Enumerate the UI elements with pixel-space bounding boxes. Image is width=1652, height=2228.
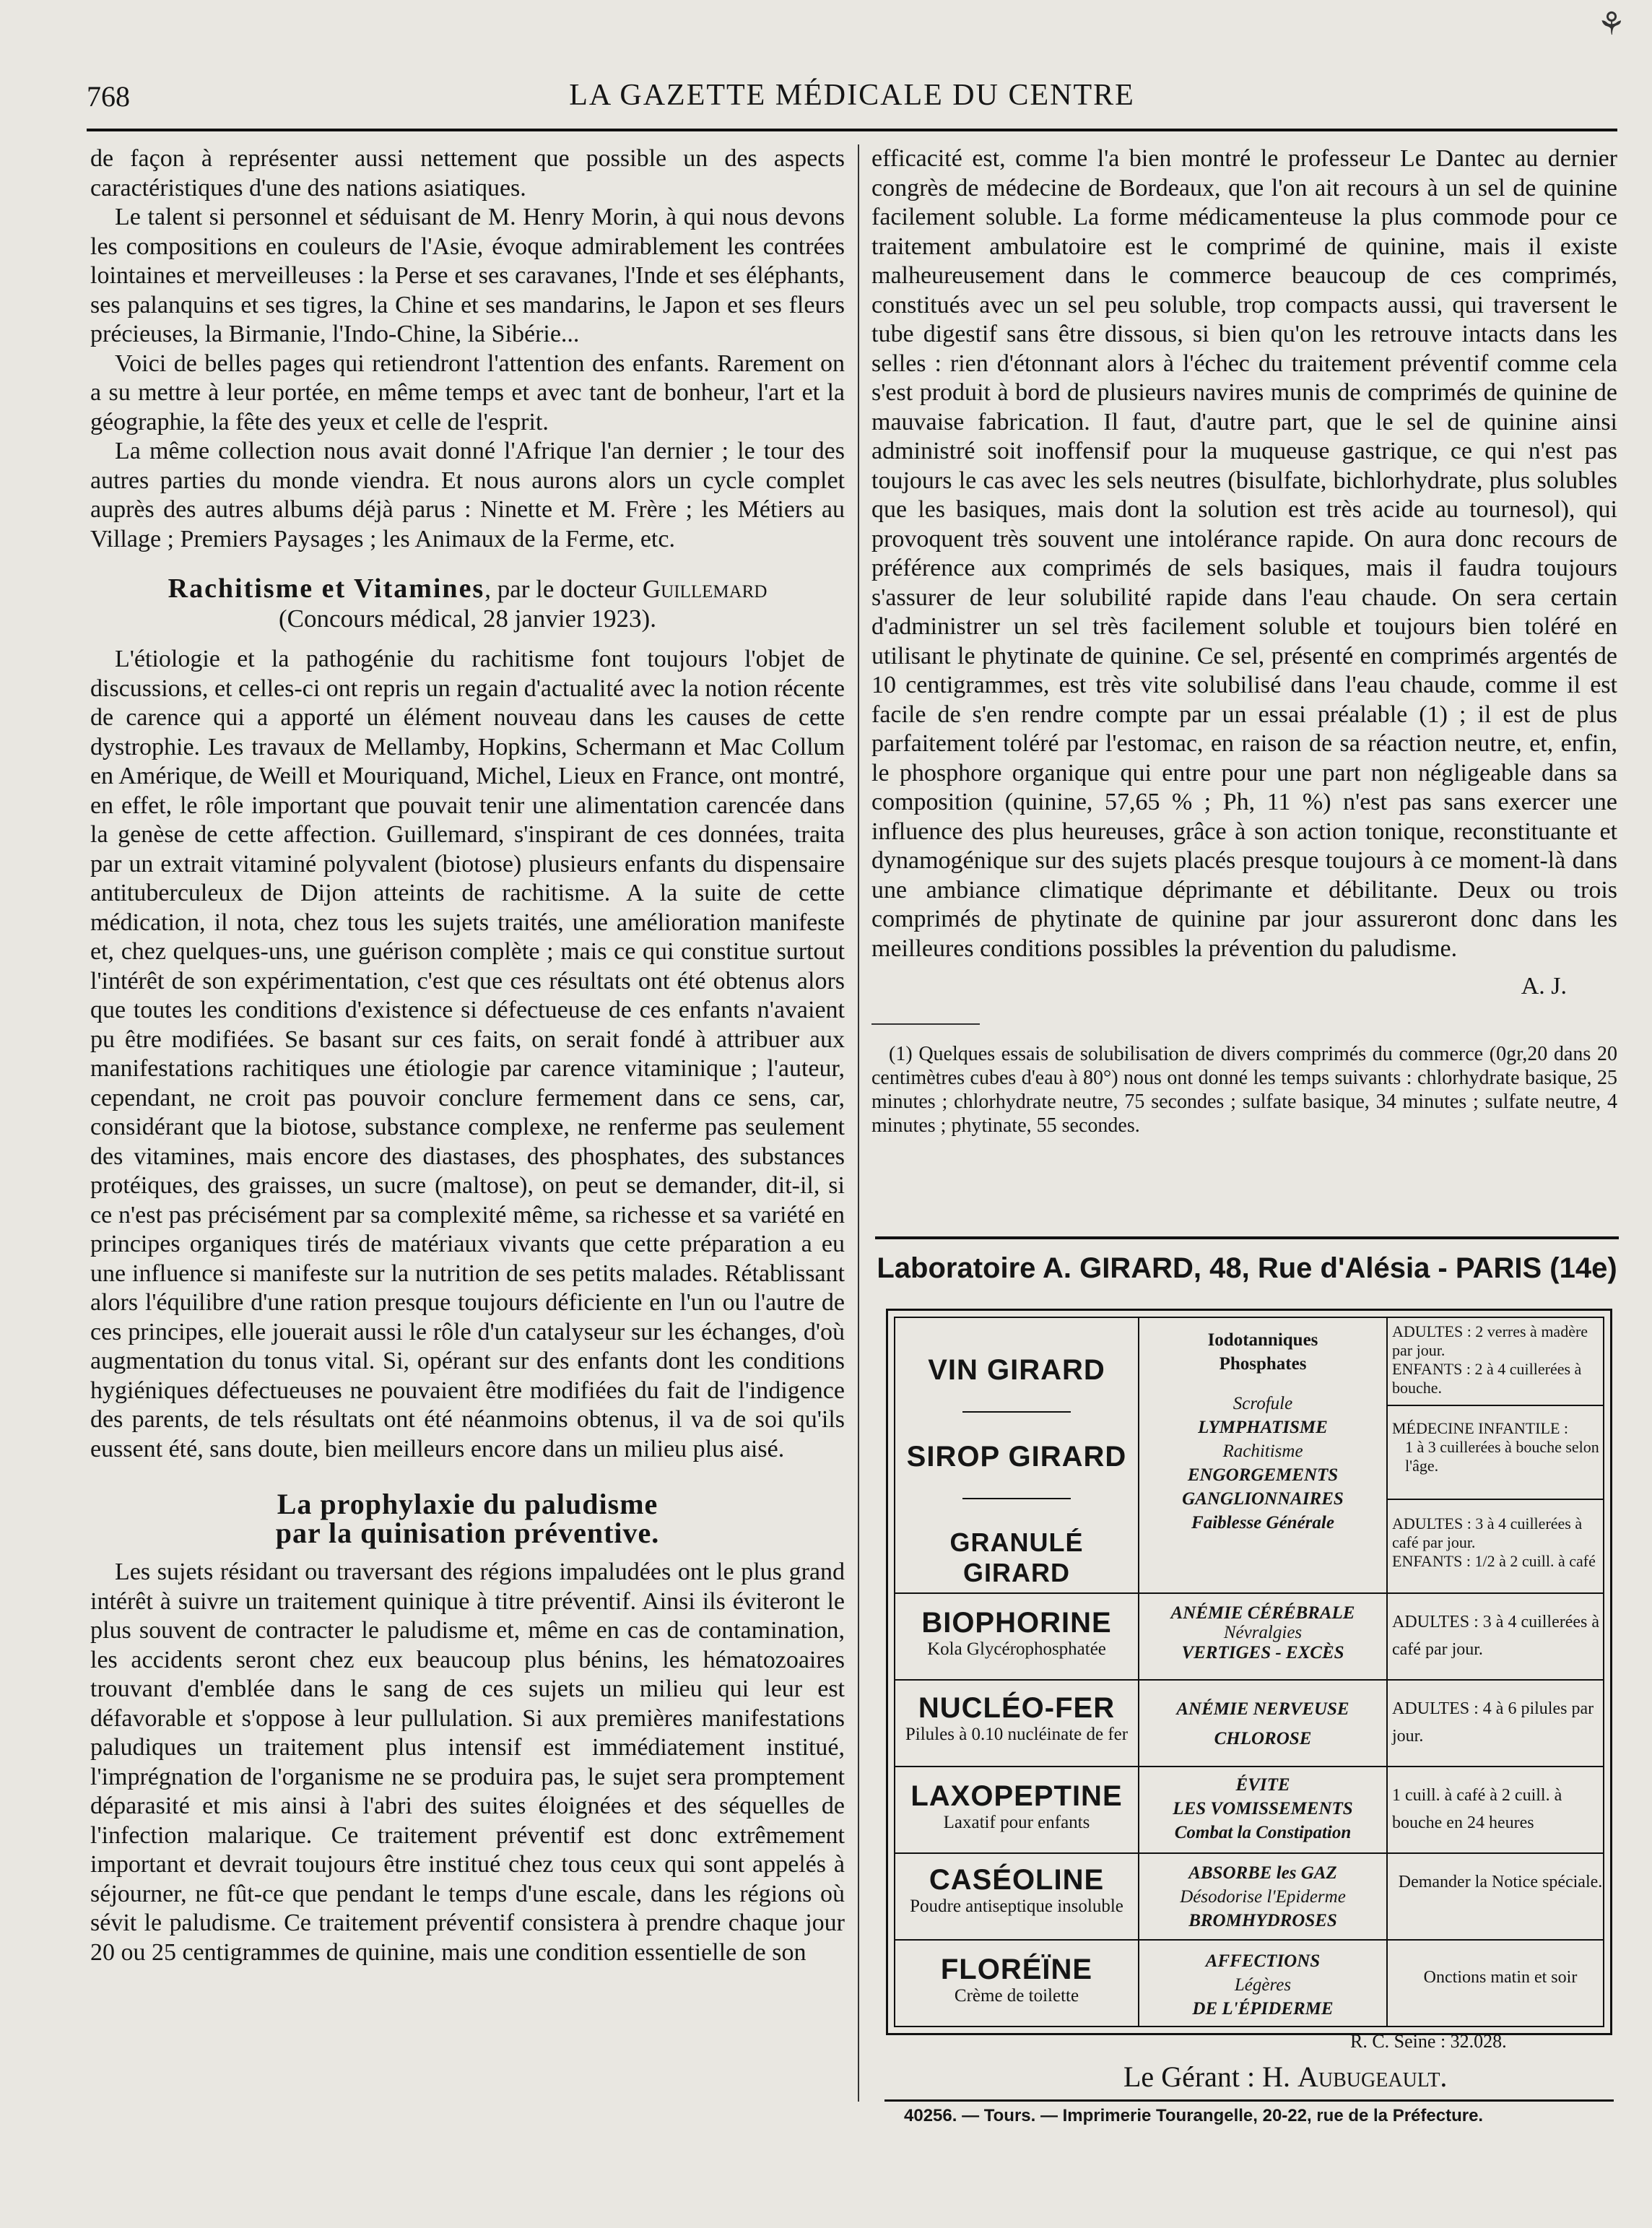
ind-line: Rachitisme [1222, 1442, 1303, 1461]
ad-top-rule [875, 1236, 1619, 1239]
ad-row-divider [895, 1939, 1603, 1941]
indications-girard [1144, 1328, 1382, 1535]
article-source: (Concours médical, 28 janvier 1923). [279, 604, 656, 633]
article-heading-paludisme [90, 1490, 845, 1548]
ind-line: Désodorise l'Epiderme [1180, 1887, 1346, 1907]
indications-laxopeptine [1144, 1773, 1382, 1845]
dose-line: 1 à 3 cuillerées à bouche selon l'âge. [1405, 1438, 1599, 1475]
product-caseoline [895, 1864, 1138, 1916]
article-body: L'étiologie et la pathogénie du rachitisme font toujours l'objet de discussions, et celles-ci ont repris un regain d'actualité avec la notion récente de carence qui a apporté un élément nouveau dans les causes de cette dystrophie. Les travaux de Mellamby, Hopkins, Schermann et Mac Collum en Amérique, de Weill et Mouriquand, Michel, Lieux en France, ont montré, en effet, le rôle important que pouvait tenir une alimentation carencée dans la genèse de cette affection. Guillemard, s'inspirant de ces données, traita par un extrait vitaminé polyvalent (biotose) plusieurs enfants du dispensaire antituberculeux de Dijon atteints de rachitisme. A la suite de cette médication, il nota, chez tous les sujets traités, une amélioration manifeste et, chez quelques-uns, une guérison complète ; mais ce qui constitue surtout l'intérêt de son expérimentation, c'est que ces résultats ont été obtenus alors que toutes les conditions d'existence si défectueuse de ces enfants n'avaient pu être modifiées. Se basant sur ces faits, on serait fondé à attribuer aux manifestations rachitiques une étiologie par carence vitaminique ; l'auteur, cependant, ne croit pas pouvoir conclure fermement dans ce sens, car, considérant que la biotose, substance complexe, ne renferme pas seulement des vitamines, mais encore des diastases, des phosphates, des substances protéiques, des graisses, un sucre (maltose), on peut se demander, dit-il, si ce n'est pas précisément par sa complexité même, sa richesse et sa variété en principes organiques tirés de matériaux vivants que cette préparation a eu une influence si manifeste sur la nutrition de ses petits malades. Rétablissant alors l'équilibre d'une ration presque toujours déficiente en l'un ou l'autre de ces principes, elle jouerait aussi le rôle d'un catalyseur sur les échanges, d'où augmentation du tonus vital. Si, opérant sur des enfants dont les conditions hygiéniques défectueuses ne pouvaient être modifiées du fait de l'indigence des parents, de tels résultats ont été néanmoins obtenus, il va de soi qu'ils eussent été, sans doute, bien meilleurs encore dans un milieu plus aisé. [90, 646, 845, 1462]
ind-line: Combat la Constipation [1174, 1823, 1352, 1842]
dose-line: MÉDECINE INFANTILE : [1392, 1419, 1568, 1437]
footnote-separator [871, 1023, 980, 1025]
author-signature: A. J. [1521, 973, 1567, 1000]
dosage-biophorine: ADULTES : 3 à 4 cuillerées à café par jour. [1392, 1613, 1600, 1659]
product-nucleo-fer [895, 1692, 1138, 1744]
header-rule [87, 129, 1617, 131]
ind-line: GANGLIONNAIRES [1182, 1489, 1344, 1509]
ind-line: VERTIGES - EXCÈS [1181, 1643, 1344, 1663]
article-title: Rachitisme et Vitamines [168, 573, 485, 604]
product-granule-girard [895, 1527, 1138, 1588]
ind-line: ABSORBE les GAZ [1188, 1863, 1337, 1883]
heading-line-2: par la quinisation préventive. [275, 1517, 660, 1549]
product-name: FLORÉÏNE [940, 1954, 1093, 1985]
indications-floreine [1144, 1949, 1382, 2021]
indications-biophorine [1144, 1601, 1382, 1665]
page-number: 768 [87, 80, 130, 113]
ind-line: ANÉMIE CÉRÉBRALE [1170, 1603, 1355, 1623]
product-name: LAXOPEPTINE [910, 1780, 1123, 1812]
ad-row-divider [895, 1679, 1603, 1681]
ad-row-divider [895, 1766, 1603, 1767]
article-body-continued: efficacité est, comme l'a bien montré le professeur Le Dantec au dernier congrès de médecine de Bordeaux, que l'on ait recours à un sel de quinine facilement soluble. La forme médicamenteuse la plus commode pour ce traitement ambulatoire est le comprimé de quinine, mais il existe malheureusement dans le commerce beaucoup de ces comprimés, constitués avec un sel peu soluble, trop compacts aussi, qui traversent le tube digestif sans être dissous, si bien qu'on les retrouve intacts dans les selles : rien d'étonnant alors à l'échec du traitement préventif comme cela s'est produit à bord de plusieurs navires munis de comprimés de quinine de mauvaise fabrication. Il faut, d'autre part, que le sel de quinine ainsi administré soit inoffensif pour la muqueuse gastrique, ce qui n'est pas toujours le cas avec les sels neutres (bisulfate, bichlorhydrate, plus solubles que les basiques, mais dont la solution est très acide au tournesol), qui provoquent très souvent une intolérance rapide. On aura donc recours de préférence aux comprimés de sels basiques, mais il faudra toujours s'assurer de leur solubilité rapide dans l'eau chaude. On sera certain d'administrer un sel très facilement soluble et toujours bien toléré en utilisant le phytinate de quinine. Ce sel, présenté en comprimés argentés de 10 centigrammes, est très vite solubilisé dans l'eau chaude, comme il est facile de s'en rendre compte par un essai préalable (1) ; il est de plus parfaitement toléré par l'estomac, en raison de sa réaction neutre, et, enfin, le phosphore organique qui entre pour une part non négligeable dans sa composition (quinine, 57,65 % ; Ph, 11 %) n'est pas sans exercer une influence des plus heureuses, grâce à son action tonique, reconstituante et dynamogénique sur des sujets placés presque toujours à ce moment-là dans une ambiance climatique déprimante et débilitante. Deux ou trois comprimés de phytinate de quinine par jour assureront donc dans les meilleures conditions possibles la prévention du paludisme. [871, 145, 1617, 962]
product-subtitle: Pilules à 0.10 nucléinate de fer [905, 1725, 1129, 1744]
ind-line: DE L'ÉPIDERME [1192, 1999, 1334, 2019]
article-body: Les sujets résidant ou traversant des régions impaludées ont le plus grand intérêt à suivre un traitement quinique à titre préventif. Ainsi ils éviteront le plus souvent de contracter le paludisme et, même en cas de contamination, les accidents seront chez eux beaucoup plus bénins, les hématozoaires trouvant d'emblée dans le sang de ces sujets un milieu qui leur est défavorable et s'oppose à leur pullulation. Si aux premières manifestations paludiques un traitement plus intensif est immédiatement institué, l'imprégnation de l'organisme ne se produira pas, le sujet sera promptement déparasité et mis ainsi à l'abri des suites éloignées et des séquelles de l'infection malarique. Ce traitement préventif est donc extrêmement important et devrait toujours être institué chez tous ceux qui sont appelés à séjourner, ne fût-ce que pendant le temps d'une escale, dans les régions où sévit le paludisme. Ce traitement préventif consistera à prendre chaque jour 20 ou 25 centigrammes de quinine, mais une condition essentielle de son [90, 1559, 845, 1966]
paragraph: Voici de belles pages qui retiendront l'attention des enfants. Rarement on a su mettre à leur portée, en même temps et avec tant de bonheur, l'art et la géographie, la fête des yeux et celle de l'esprit. [90, 350, 845, 435]
ad-row-divider [895, 1852, 1603, 1854]
right-column [871, 144, 1617, 1137]
dosage-vin-girard [1392, 1322, 1609, 1397]
article-heading [90, 574, 845, 604]
ind-line: Légères [1234, 1975, 1292, 1995]
corner-mark: ⚘ [1597, 6, 1626, 42]
product-subtitle: Laxatif pour enfants [943, 1813, 1090, 1832]
ad-column-divider [1386, 1318, 1388, 2026]
ad-title: Laboratoire A. GIRARD, 48, Rue d'Alésia - PARIS (14e) [877, 1252, 1617, 1284]
product-subtitle: Poudre antiseptique insoluble [910, 1897, 1123, 1916]
ind-line: Névralgies [1223, 1623, 1303, 1642]
product-name: NUCLÉO-FER [918, 1692, 1116, 1724]
footer-rule [884, 2099, 1614, 2102]
ind-line: BROMHYDROSES [1188, 1911, 1337, 1930]
ind-line: ANÉMIE NERVEUSE [1176, 1699, 1349, 1719]
dosage-nucleo-fer: ADULTES : 4 à 6 pilules par jour. [1392, 1699, 1594, 1746]
product-divider [962, 1411, 1071, 1413]
product-subtitle: Kola Glycérophosphatée [927, 1639, 1106, 1659]
printer-imprint: 40256. — Tours. — Imprimerie Tourangelle, 20-22, rue de la Préfecture. [904, 2106, 1484, 2125]
gerant-name: Aubugeault. [1297, 2060, 1448, 2093]
publisher-manager [1123, 2060, 1447, 2094]
ind-line: ENGORGEMENTS [1187, 1465, 1339, 1485]
product-name: SIROP GIRARD [906, 1441, 1127, 1473]
product-name: GRANULÉ GIRARD [949, 1527, 1084, 1587]
advertisement [875, 1236, 1619, 2042]
ind-line: CHLOROSE [1214, 1729, 1312, 1748]
ind-line: Scrofule [1233, 1394, 1293, 1413]
paragraph: de façon à représenter aussi nettement que possible un des aspects caractéristiques d'une des nations asiatiques. [90, 145, 845, 201]
product-biophorine [895, 1607, 1138, 1659]
dosage-floreine: Onctions matin et soir [1423, 1968, 1578, 1987]
ind-line: AFFECTIONS [1205, 1951, 1321, 1971]
dose-line: ADULTES : 3 à 4 cuillerées à café par jour. [1392, 1514, 1583, 1551]
ad-row-divider [1386, 1499, 1603, 1500]
ad-column-divider [1138, 1318, 1139, 2026]
ind-line: ÉVITE [1235, 1775, 1290, 1795]
column-divider [858, 144, 859, 2102]
product-name: CASÉOLINE [929, 1864, 1105, 1896]
ad-inner-frame [894, 1317, 1604, 2027]
paragraph: Le talent si personnel et séduisant de M. Henry Morin, à qui nous devons les compositions en couleurs de l'Asie, évoque admirablement les contrées lointaines et merveilleuses : la Perse et ses caravanes, l'Inde et ses éléphants, ses palanquins et ses tigres, la Chine et ses mandarins, le Japon et ses fleurs précieuses, la Birmanie, l'Indo-Chine, la Sibérie... [90, 204, 845, 347]
product-sirop-girard [895, 1441, 1138, 1499]
paragraph: La même collection nous avait donné l'Afrique l'an dernier ; le tour des autres parties du monde viendra. Et nous aurons alors un cycle complet auprès des autres albums déjà parus : Ninette et M. Frère ; les Métiers au Village ; Premiers Paysages ; les Animaux de la Ferme, etc. [90, 438, 845, 552]
product-subtitle: Crème de toilette [954, 1986, 1079, 2006]
product-laxopeptine [895, 1780, 1138, 1832]
registration-number: R. C. Seine : 32.028. [1350, 2031, 1507, 2052]
ind-line: Phosphates [1219, 1354, 1307, 1374]
dosage-sirop-girard [1392, 1419, 1609, 1475]
product-name: BIOPHORINE [921, 1607, 1112, 1639]
dosage-caseoline: Demander la Notice spéciale. [1398, 1873, 1603, 1891]
ind-line: Faiblesse Générale [1191, 1513, 1334, 1533]
product-divider [962, 1498, 1071, 1499]
article-author: Guillemard [642, 575, 768, 603]
indications-nucleo-fer [1144, 1697, 1382, 1751]
ad-table [886, 1309, 1612, 2035]
article-byline: , par le docteur [484, 575, 643, 603]
dose-line: ADULTES : 2 verres à madère par jour. [1392, 1322, 1588, 1359]
ind-line: Iodotanniques [1207, 1330, 1318, 1350]
footnote: (1) Quelques essais de solubilisation de divers comprimés du commerce (0gr,20 dans 20 centimètres cubes d'eau à 80°) nous ont donné les temps suivants : chlorhydrate basique, 25 minutes ; chlorhydrate neutre, 75 secondes ; sulfate basique, 34 minutes ; sulfate neutre, 4 minutes ; phytinate, 55 secondes. [871, 1042, 1617, 1137]
heading-line-1: La prophylaxie du paludisme [277, 1488, 658, 1520]
dose-line: ENFANTS : 1/2 à 2 cuill. à café [1392, 1552, 1596, 1570]
gerant-label: Le Gérant : H. [1123, 2060, 1298, 2093]
left-column [90, 144, 845, 1967]
dosage-granule-girard [1392, 1514, 1609, 1571]
journal-title: LA GAZETTE MÉDICALE DU CENTRE [569, 79, 1135, 112]
product-vin-girard [895, 1354, 1138, 1413]
product-name: VIN GIRARD [928, 1354, 1105, 1386]
indications-caseoline [1144, 1861, 1382, 1933]
ad-row-divider [895, 1592, 1603, 1594]
ind-line: LES VOMISSEMENTS [1173, 1799, 1353, 1819]
dose-line: ENFANTS : 2 à 4 cuillerées à bouche. [1392, 1360, 1582, 1397]
ad-row-divider [1386, 1405, 1603, 1406]
ind-line: LYMPHATISME [1198, 1418, 1328, 1437]
page-header [87, 72, 1617, 123]
product-floreine [895, 1954, 1138, 2006]
dosage-laxopeptine: 1 cuill. à café à 2 cuill. à bouche en 24 heures [1392, 1786, 1562, 1832]
